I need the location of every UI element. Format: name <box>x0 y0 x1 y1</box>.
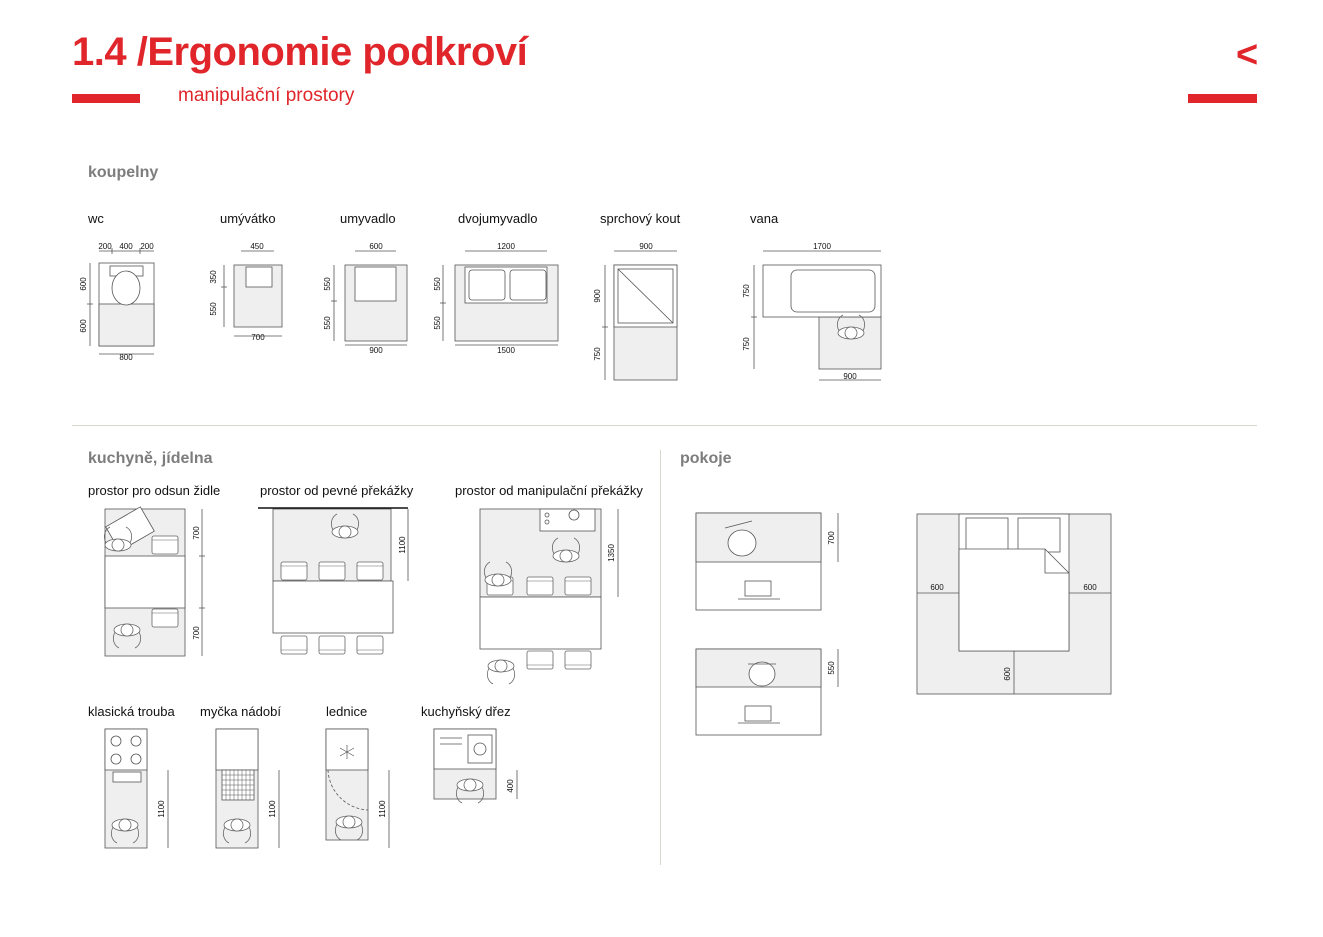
dim-label: 1200 <box>497 242 515 251</box>
dim-label: 550 <box>323 277 332 291</box>
vana-drawing <box>751 251 881 380</box>
item-label-dishwasher: myčka nádobí <box>200 704 281 719</box>
dim-label: 700 <box>192 626 201 640</box>
item-label-chair-space: prostor pro odsun židle <box>88 483 221 498</box>
item-label-fridge: lednice <box>326 704 368 719</box>
dim-label: 550 <box>433 316 442 330</box>
room-desk-1-drawing <box>696 513 838 610</box>
item-label-fixed-obstacle: prostor od pevné překážky <box>260 483 414 498</box>
dim-label: 600 <box>930 583 944 592</box>
item-label-umyvatko: umývátko <box>220 211 276 226</box>
dim-label: 200 <box>98 242 112 251</box>
dim-label: 1700 <box>813 242 831 251</box>
manipulation-obstacle-drawing <box>480 509 618 684</box>
dim-label: 700 <box>192 526 201 540</box>
item-label-dvojumyvadlo: dvojumyvadlo <box>458 211 538 226</box>
dim-label: 550 <box>827 661 836 675</box>
dim-label: 1100 <box>268 800 277 818</box>
section-title-rooms: pokoje <box>680 450 732 467</box>
dim-label: 350 <box>209 270 218 284</box>
chair-space-drawing <box>104 507 205 656</box>
sink-drawing <box>434 729 517 803</box>
oven-drawing <box>105 729 168 848</box>
item-label-oven: klasická trouba <box>88 704 175 719</box>
dim-label: 700 <box>251 333 265 342</box>
fridge-drawing <box>326 729 389 848</box>
page-title: 1.4 /Ergonomie podkroví <box>72 30 528 74</box>
item-label-wc: wc <box>88 211 104 226</box>
dim-label: 600 <box>79 319 88 333</box>
umyvadlo-drawing <box>331 251 407 345</box>
dim-label: 600 <box>1083 583 1097 592</box>
item-label-sprchovy-kout: sprchový kout <box>600 211 681 226</box>
dim-label: 400 <box>506 779 515 793</box>
dim-label: 1500 <box>497 346 515 355</box>
dim-label: 400 <box>119 242 133 251</box>
dim-label: 1350 <box>607 544 616 562</box>
dim-label: 200 <box>140 242 154 251</box>
umyvatko-drawing <box>221 251 282 336</box>
wc-drawing <box>87 248 154 354</box>
dim-label: 800 <box>119 353 133 362</box>
dim-label: 1100 <box>398 536 407 554</box>
dim-label: 900 <box>369 346 383 355</box>
page-subtitle: manipulační prostory <box>178 85 355 106</box>
dim-label: 550 <box>209 302 218 316</box>
dim-label: 900 <box>639 242 653 251</box>
item-label-manipulation-obstacle: prostor od manipulační překážky <box>455 483 643 498</box>
dim-label: 750 <box>593 347 602 361</box>
room-bed-drawing <box>917 514 1111 694</box>
section-title-kitchen: kuchyně, jídelna <box>88 450 213 467</box>
item-label-sink: kuchyňský dřez <box>421 704 511 719</box>
dim-label: 550 <box>323 316 332 330</box>
dim-label: 450 <box>250 242 264 251</box>
dim-label: 600 <box>79 277 88 291</box>
item-label-vana: vana <box>750 211 779 226</box>
back-button[interactable]: < <box>1236 34 1259 76</box>
dim-label: 900 <box>843 372 857 381</box>
dim-label: 700 <box>827 531 836 545</box>
dim-label: 1100 <box>157 800 166 818</box>
sprchovy-kout-drawing <box>602 251 677 380</box>
dim-label: 750 <box>742 284 751 298</box>
dvojumyvadlo-drawing <box>440 251 558 345</box>
dim-label: 550 <box>433 277 442 291</box>
dishwasher-drawing <box>216 729 279 848</box>
dim-label: 1100 <box>378 800 387 818</box>
dim-label: 900 <box>593 289 602 303</box>
section-title-bathrooms: koupelny <box>88 164 159 181</box>
dim-label: 600 <box>1003 667 1012 681</box>
fixed-obstacle-drawing <box>258 508 408 654</box>
dim-label: 600 <box>369 242 383 251</box>
item-label-umyvadlo: umyvadlo <box>340 211 396 226</box>
room-desk-2-drawing <box>696 649 838 735</box>
dim-label: 750 <box>742 337 751 351</box>
